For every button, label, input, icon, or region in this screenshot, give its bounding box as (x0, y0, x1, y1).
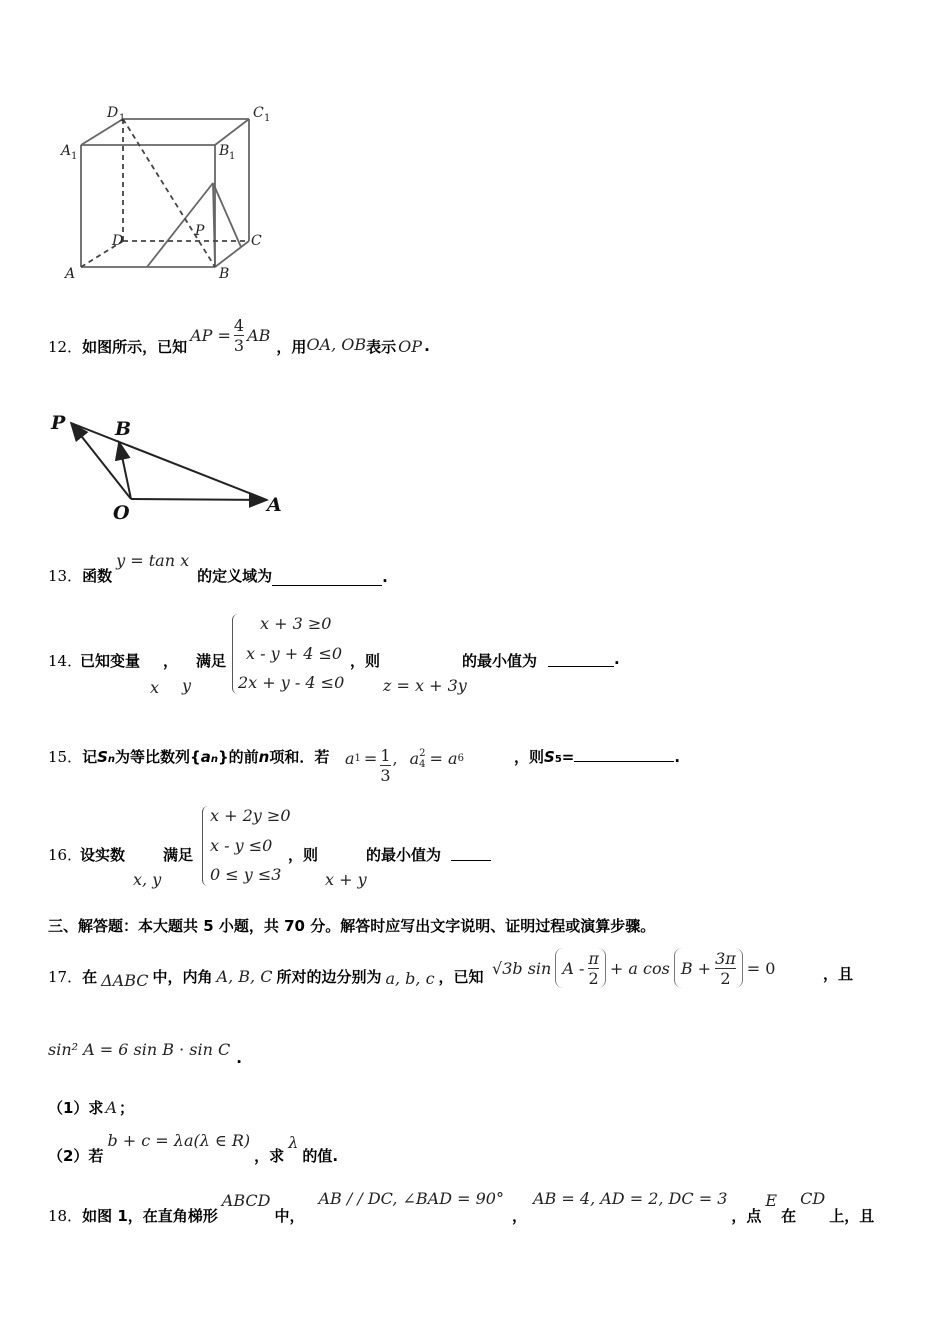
constraint-3: 0 ≤ y ≤3 (210, 865, 282, 884)
label-P: P (195, 223, 205, 239)
q17-line2: sin² A = 6 sin B · sin C . (48, 1040, 242, 1067)
q15-a6: = a (429, 749, 458, 768)
constraint-1: x + 3 ≥0 (260, 614, 332, 633)
question-18: 18． 如图 1，在直角梯形 ABCD 中， AB / / DC, ∠BAD = 90° ， AB = 4, AD = 2, DC = 3 ，点 E 在 CD 上，且 (48, 1189, 875, 1225)
constraint-2: x - y + 4 ≤0 (246, 644, 343, 663)
q18-cond1: AB / / DC, ∠BAD = 90° (318, 1189, 504, 1208)
answer-blank[interactable] (451, 844, 491, 861)
answer-blank[interactable] (272, 569, 382, 586)
q12-fraction: $\frac{4}{3}$ (233, 315, 245, 355)
constraint-2: x - y ≤0 (210, 836, 273, 855)
q18-segment: CD (800, 1189, 826, 1208)
question-number: 14． (48, 652, 83, 670)
q17-angles: A, B, C (216, 967, 273, 986)
q17-part1: （1）求 A ； (48, 1098, 135, 1117)
label-O: O (113, 502, 130, 524)
q12-prefix: 如图所示，已知 (82, 337, 188, 356)
question-16: 16． 设实数 x, y 满足 x + 2y ≥0 x - y ≤0 0 ≤ y ≤3 ，则 x + y 的最小值为 (48, 802, 848, 894)
q15-a1: a (345, 749, 355, 768)
question-number: 15． (48, 748, 83, 766)
q14-objective: z = x + 3y (383, 676, 467, 695)
label-B: B (219, 266, 230, 282)
label-A1: A (61, 143, 72, 159)
label-C: C (251, 233, 262, 249)
label-A: A (267, 494, 282, 516)
q17-triangle: ΔABC (101, 971, 149, 990)
constraint-1: x + 2y ≥0 (210, 806, 291, 825)
q17-part2: （2）若 b + c = λa(λ ∈ R) ，求 λ 的值. (48, 1131, 339, 1165)
svg-text:1: 1 (264, 113, 271, 124)
q12-vectors: OA, OB (306, 334, 367, 354)
question-17: 17． 在 ΔABC 中，内角 A, B, C 所对的边分别为 a, b, c ，已知 √3b sin A - $\frac{\pi}{2}$ + a cos B + $\frac{3\pi}{2}$ = 0 ，且 (48, 945, 908, 1005)
cube-figure (55, 95, 285, 295)
question-15: 15． 记 S n 为等比数列{ a n }的前 n 项和．若 a 1 = $\frac{1}{3}$ , a 2 4 = a 6 ，则 S 5 = . (48, 746, 681, 785)
q16-objective: x + y (325, 870, 367, 889)
q12-target: OP (398, 336, 423, 356)
svg-text:1: 1 (71, 151, 78, 162)
q16-vars: x, y (133, 870, 162, 889)
question-14: 14． 已知变量 ， x y 满足 x + 3 ≥0 x - y + 4 ≤0 2x + y - 4 ≤0 ，则 z = x + 3y 的最小值为 . (48, 614, 620, 697)
label-C1: C (253, 105, 264, 121)
question-number: 18． (48, 1207, 83, 1225)
q18-point: E (765, 1191, 778, 1210)
question-12: 12． 如图所示，已知 AP = $\frac{4}{3}$ AB ，用 OA, OB 表示 OP . (48, 315, 430, 356)
question-number: 17． (48, 968, 83, 986)
q17-sides: a, b, c (385, 969, 435, 988)
q13-formula: y = tan x (116, 551, 190, 570)
q15-fraction: $\frac{1}{3}$ (380, 746, 391, 785)
q12-formula-left: AP = (190, 325, 231, 345)
label-B: B (115, 418, 132, 440)
q17-equation: √3b sin A - $\frac{\pi}{2}$ + a cos B + $\frac{3\pi}{2}$ = 0 (492, 948, 776, 988)
label-P: P (51, 412, 66, 434)
q18-cond2: AB = 4, AD = 2, DC = 3 (533, 1189, 728, 1208)
section-heading: 三、解答题：本大题共 5 小题，共 70 分。解答时应写出文字说明、证明过程或演算步骤。 (48, 917, 656, 935)
question-number: 16． (48, 846, 83, 864)
label-A: A (65, 266, 76, 282)
vector-figure (45, 405, 295, 525)
question-13: 13． 函数 y = tan x 的定义域为 . (48, 551, 388, 586)
question-number: 13． (48, 567, 83, 585)
constraint-3: 2x + y - 4 ≤0 (238, 673, 345, 692)
q15-a4: a (409, 749, 420, 768)
answer-blank[interactable] (548, 650, 614, 667)
q14-var-x: x (150, 678, 160, 697)
label-B1: B (219, 143, 230, 159)
question-number: 12． (48, 337, 83, 356)
q18-shape: ABCD (221, 1191, 271, 1210)
label-D1: D (107, 105, 119, 121)
svg-text:1: 1 (229, 151, 236, 162)
q12-formula-right: AB (247, 325, 271, 345)
q14-var-y: y (182, 676, 192, 695)
svg-text:1: 1 (119, 113, 126, 124)
answer-blank[interactable] (574, 747, 674, 762)
label-D: D (112, 233, 124, 249)
